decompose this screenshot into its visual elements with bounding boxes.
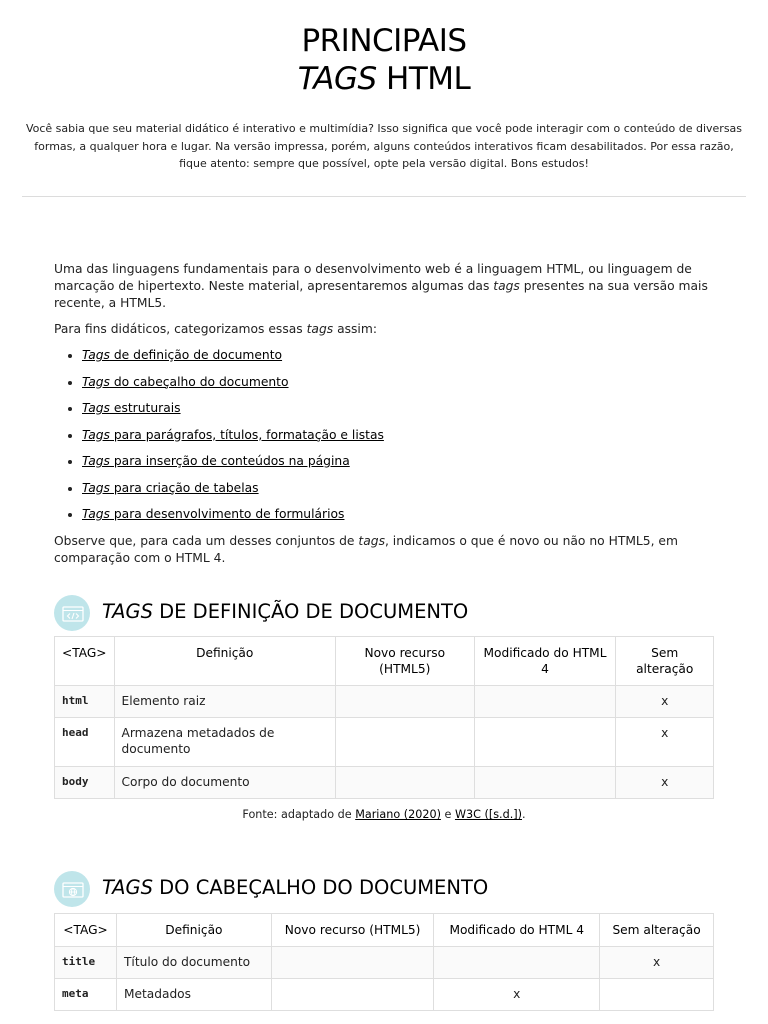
cell-tag: title	[55, 947, 117, 979]
title-italic: TAGS	[297, 61, 377, 97]
section-heading-cabecalho	[54, 871, 714, 911]
cell-modificado	[474, 718, 616, 767]
note-italic: tags	[358, 533, 385, 548]
cell-sem: x	[616, 718, 714, 767]
cell-modificado	[474, 686, 616, 718]
col-header-tag: <TAG>	[55, 914, 117, 947]
section-title-rest: DE DEFINIÇÃO DE DOCUMENTO	[152, 600, 469, 623]
cell-novo	[271, 947, 434, 979]
cell-sem: x	[616, 686, 714, 718]
col-header-novo: Novo recurso (HTML5)	[271, 914, 434, 947]
section-title	[102, 875, 488, 901]
toc-link-italic: Tags	[82, 427, 110, 442]
cell-modificado: x	[434, 979, 600, 1011]
cell-novo	[335, 718, 474, 767]
cell-modificado	[434, 947, 600, 979]
cell-definicao: Metadados	[116, 979, 271, 1011]
section-title-italic: TAGS	[102, 876, 153, 899]
col-header-modificado: Modificado do HTML 4	[434, 914, 600, 947]
section-title	[102, 599, 468, 625]
source-mid: e	[440, 808, 455, 821]
toc-link-definicao[interactable]	[82, 348, 282, 362]
toc-link-formularios[interactable]	[82, 507, 344, 521]
toc-link-italic: Tags	[82, 348, 110, 362]
p2-italic: tags	[306, 322, 334, 336]
section-title-italic: TAGS	[102, 600, 153, 623]
source-end: .	[522, 808, 526, 821]
section-heading-definicao	[54, 595, 714, 635]
cell-novo	[271, 979, 434, 1011]
table-cabecalho	[54, 913, 714, 1011]
cell-definicao: Corpo do documento	[114, 767, 335, 799]
col-header-modificado: Modificado do HTML 4	[474, 637, 616, 686]
cell-tag: meta	[55, 979, 117, 1011]
toc-link-cabecalho[interactable]	[82, 375, 289, 389]
page-title	[0, 22, 768, 98]
cell-novo	[335, 686, 474, 718]
col-header-sem: Sem alteração	[600, 914, 714, 947]
table-row	[55, 718, 714, 767]
table-header-row	[55, 637, 714, 686]
toc-item	[82, 427, 718, 454]
section-title-rest: DO CABEÇALHO DO DOCUMENTO	[152, 876, 489, 899]
toc-item	[82, 374, 718, 401]
toc-link-insercao[interactable]	[82, 454, 350, 468]
cell-sem: x	[600, 947, 714, 979]
title-line-1: PRINCIPAIS	[301, 23, 467, 59]
toc-item	[82, 480, 718, 507]
paragraph-note	[54, 533, 718, 567]
col-header-tag: <TAG>	[55, 637, 115, 686]
cell-modificado	[474, 767, 616, 799]
cell-sem: x	[616, 767, 714, 799]
paragraph-intro	[54, 261, 718, 312]
toc-item	[82, 506, 718, 533]
toc-link-text: de definição de documento	[109, 348, 283, 362]
table-source	[0, 808, 768, 821]
note-end: , indicamos o que é novo ou não no HTML5, em comparação com o HTML 4.	[54, 533, 678, 565]
toc-link-tabelas[interactable]	[82, 481, 259, 495]
table-definicao	[54, 636, 714, 799]
toc-link-italic: Tags	[82, 374, 110, 389]
cell-tag: head	[55, 718, 115, 767]
toc-link-paragrafos[interactable]	[82, 428, 384, 442]
toc-item	[82, 347, 718, 374]
toc-link-italic: Tags	[82, 401, 110, 415]
toc-link-italic: Tags	[82, 507, 110, 521]
note-text: Observe que, para cada um desses conjuntos de	[54, 533, 359, 548]
table-row	[55, 947, 714, 979]
toc-link-italic: Tags	[82, 454, 110, 468]
table-row	[55, 979, 714, 1011]
toc-list	[54, 347, 718, 533]
cell-definicao: Elemento raiz	[114, 686, 335, 718]
toc-link-estruturais[interactable]	[82, 401, 181, 415]
table-row	[55, 686, 714, 718]
cell-tag: body	[55, 767, 115, 799]
p2-text: Para fins didáticos, categorizamos essas	[54, 322, 307, 336]
toc-link-text: para inserção de conteúdos na página	[109, 454, 350, 468]
toc-link-text: para parágrafos, títulos, formatação e listas	[109, 427, 384, 442]
p1-italic: tags	[493, 279, 520, 293]
source-link-mariano[interactable]: Mariano (2020)	[355, 808, 441, 821]
globe-window-icon	[54, 871, 90, 907]
cell-definicao: Armazena metadados de documento	[114, 718, 335, 767]
toc-item	[82, 400, 718, 427]
p1-end: presentes na sua versão mais recente, a HTML5.	[54, 279, 708, 310]
source-prefix: Fonte: adaptado de	[242, 808, 356, 821]
table-row	[55, 767, 714, 799]
main-content	[54, 261, 718, 576]
p1-text: Uma das linguagens fundamentais para o desenvolvimento web é a linguagem HTML, ou linguagem de marcação de hipertexto. Neste material, apresentaremos algumas das	[54, 262, 692, 293]
source-link-w3c[interactable]: W3C ([s.d.])	[454, 808, 523, 821]
col-header-definicao: Definição	[114, 637, 335, 686]
toc-link-text: para desenvolvimento de formulários	[109, 507, 345, 521]
col-header-definicao: Definição	[116, 914, 271, 947]
intro-text: Você sabia que seu material didático é interativo e multimídia? Isso significa que você pode interagir com o conteúdo de diversas formas, a qualquer hora e lugar. Na versão impressa, porém, alguns conteúdos interativos ficam desabilitados. Por essa razão, fique atento: sempre que possível, opte pela versão digital. Bons estudos!	[25, 122, 743, 170]
table-header-row	[55, 914, 714, 947]
title-rest: HTML	[376, 61, 471, 97]
toc-link-text: para criação de tabelas	[109, 480, 259, 495]
toc-link-italic: Tags	[82, 480, 110, 495]
toc-link-text: estruturais	[109, 401, 181, 415]
col-header-sem: Sem alteração	[616, 637, 714, 686]
divider	[22, 196, 746, 197]
col-header-novo: Novo recurso (HTML5)	[335, 637, 474, 686]
cell-definicao: Título do documento	[116, 947, 271, 979]
code-window-icon	[54, 595, 90, 631]
paragraph-categories	[54, 321, 718, 338]
cell-tag: html	[55, 686, 115, 718]
toc-link-text: do cabeçalho do documento	[109, 374, 289, 389]
cell-novo	[335, 767, 474, 799]
p2-end: assim:	[333, 322, 377, 336]
toc-item	[82, 453, 718, 480]
title-line-2	[0, 60, 768, 98]
cell-sem	[600, 979, 714, 1011]
